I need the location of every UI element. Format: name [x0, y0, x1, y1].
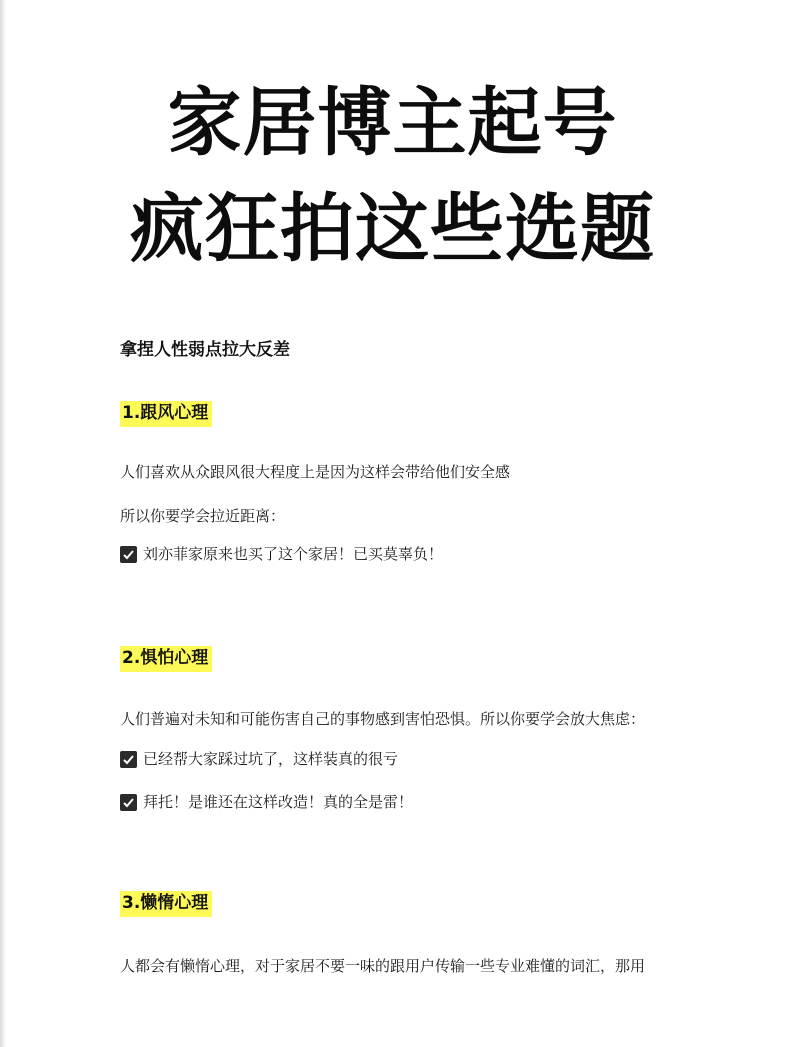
section-heading-follow: 1.跟风心理: [120, 399, 212, 427]
check-box-icon: [120, 794, 137, 811]
check-item-text: 已经帮大家踩过坑了，这样装真的很亏: [143, 750, 399, 768]
section-2-check-item-2: [120, 791, 413, 813]
check-item-text: 刘亦菲家原来也买了这个家居！已买莫辜负！: [143, 545, 444, 563]
page-title-line-2: 疯狂拍这些选题: [130, 186, 655, 272]
check-item-text: 拜托！是谁还在这样改造！真的全是雷！: [143, 793, 414, 811]
check-box-icon: [120, 546, 137, 563]
page-title-line-1: 家居博主起号: [167, 80, 618, 166]
section-1-paragraph-1: 人们喜欢从众跟风很大程度上是因为这样会带给他们安全感: [120, 463, 511, 481]
section-heading-fear: 2.惧怕心理: [120, 644, 212, 672]
section-1-paragraph-2: 所以你要学会拉近距离：: [120, 507, 286, 525]
subtitle: 拿捏人性弱点拉大反差: [120, 340, 290, 360]
section-2-paragraph-1: 人们普遍对未知和可能伤害自己的事物感到害怕恐惧。所以你要学会放大焦虑：: [120, 710, 646, 728]
section-heading-laziness: 3.懒惰心理: [120, 889, 212, 917]
section-2-check-item-1: [120, 748, 398, 770]
check-box-icon: [120, 751, 137, 768]
section-3-paragraph-1: 人都会有懒惰心理，对于家居不要一味的跟用户传输一些专业难懂的词汇，那用: [120, 957, 646, 975]
section-1-check-item-1: [120, 543, 443, 565]
